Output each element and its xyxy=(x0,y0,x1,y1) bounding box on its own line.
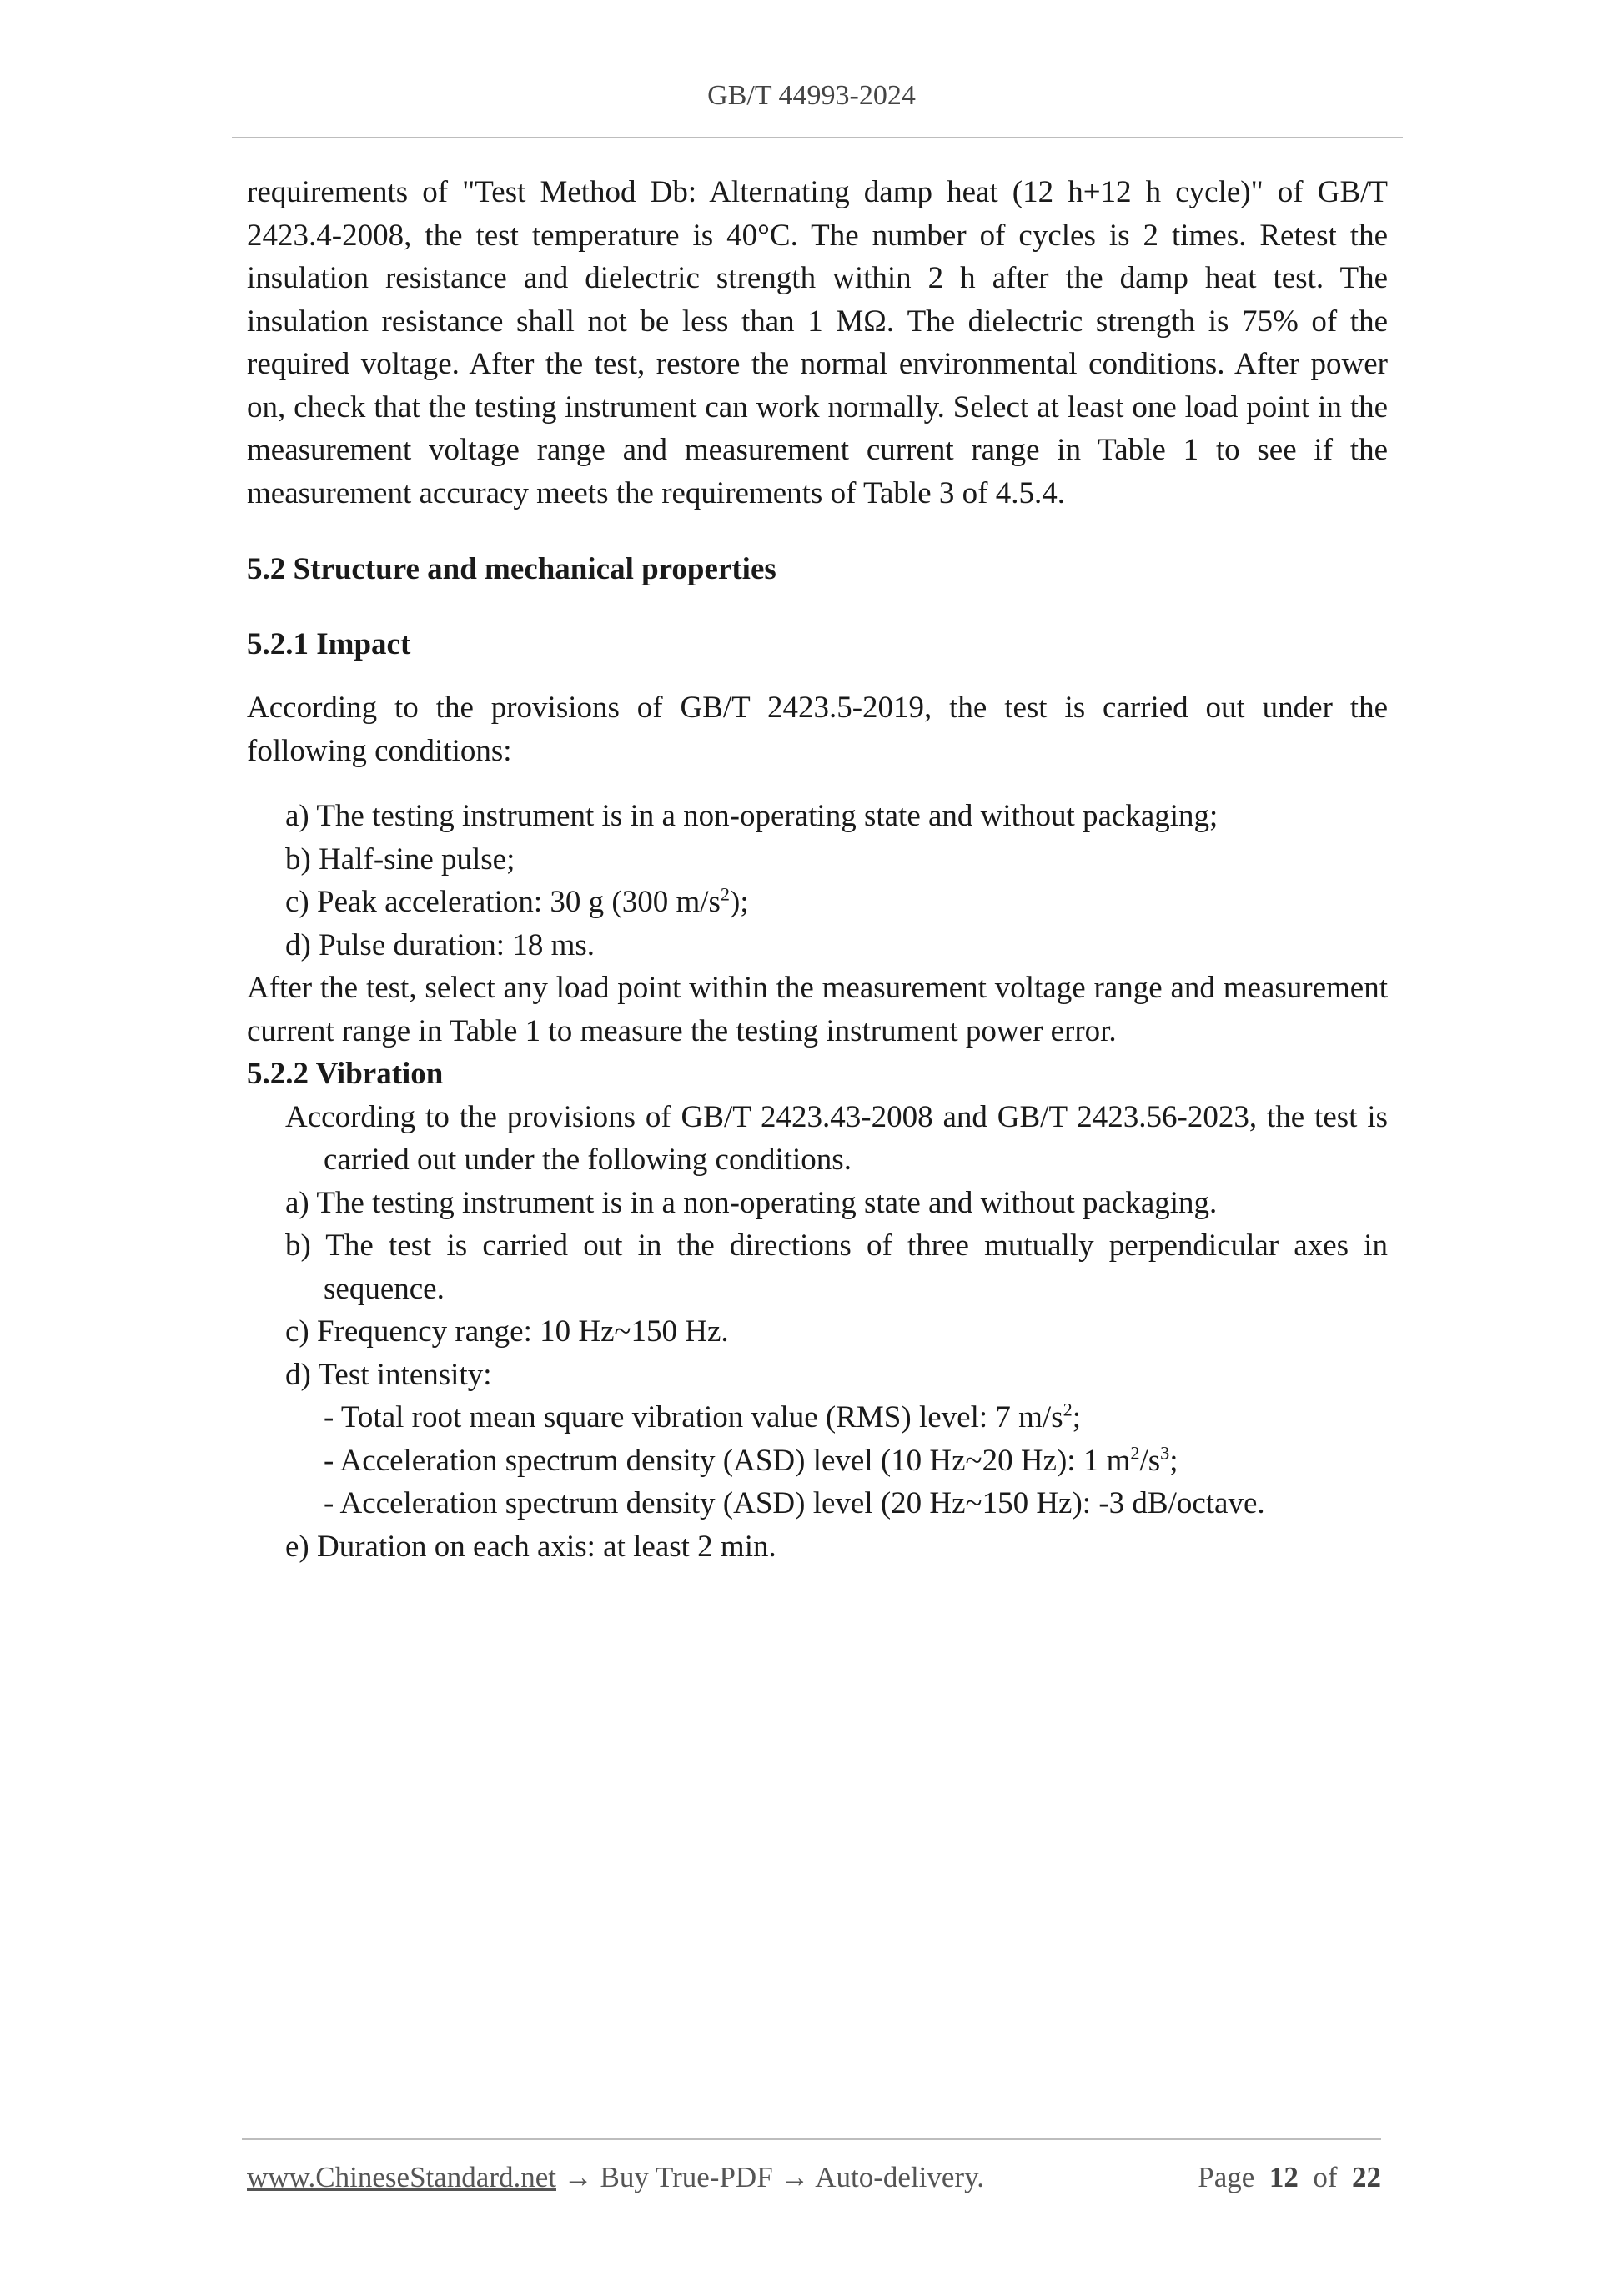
document-body xyxy=(247,171,1388,1568)
vibration-item-c: c) Frequency range: 10 Hz~150 Hz. xyxy=(285,1314,729,1349)
vibration-item-e: e) Duration on each axis: at least 2 min. xyxy=(285,1529,776,1564)
arrow-icon: → xyxy=(556,2161,600,2193)
vibration-item-a: a) The testing instrument is in a non-operating state and without packaging. xyxy=(285,1185,1218,1220)
section-heading-5-2-1: 5.2.1 Impact xyxy=(247,626,411,661)
vibration-rms-level: - Total root mean square vibration value (RMS) level: 7 $m/s^2$; xyxy=(324,1399,1081,1434)
header-divider xyxy=(232,137,1403,138)
arrow-icon: → xyxy=(772,2161,816,2193)
impact-item-d: d) Pulse duration: 18 ms. xyxy=(285,927,595,962)
total-pages: 22 xyxy=(1352,2161,1381,2193)
page-number: Page 12 of 22 xyxy=(1198,2161,1381,2193)
section-heading-5-2-2: 5.2.2 Vibration xyxy=(247,1057,444,1091)
impact-item-b: b) Half-sine pulse; xyxy=(285,842,515,877)
impact-after-paragraph: After the test, select any load point within the measurement voltage range and measurement current range in Table 1 to measure the testing instrument power error. xyxy=(247,971,1388,1048)
vibration-asd-level-high: - Acceleration spectrum density (ASD) level (20 Hz~150 Hz): -3 dB/octave. xyxy=(324,1486,1265,1520)
footer-promo xyxy=(247,2161,984,2194)
intro-paragraph: requirements of "Test Method Db: Alternating damp heat (12 h+12 h cycle)" of GB/T 2423.4-2008, the test temperature is 40°C. The number of cycles is 2 times. Retest the insulation resistance and dielectric strength within 2 h after the damp heat test. The insulation resistance shall not be less than 1 MΩ. The dielectric strength is 75% of the required voltage. After the test, restore the normal environmental conditions. After power on, check that the testing instrument can work normally. Select at least one load point in the measurement voltage range and measurement current range in Table 1 to see if the measurement accuracy meets the requirements of Table 3 of 4.5.4. xyxy=(247,175,1388,510)
footer-divider xyxy=(242,2138,1381,2140)
vibration-item-d: d) Test intensity: xyxy=(285,1357,492,1392)
impact-item-a: a) The testing instrument is in a non-operating state and without packaging; xyxy=(285,799,1219,833)
vibration-asd-level-low: - Acceleration spectrum density (ASD) level (10 Hz~20 Hz): 1 $m^2/s^3$; xyxy=(324,1442,1178,1478)
website-link[interactable]: www.ChineseStandard.net xyxy=(247,2161,556,2193)
page-header: GB/T 44993-2024 xyxy=(707,80,916,111)
impact-item-c: c) Peak acceleration: 30 g (300 $m/s^2$); xyxy=(285,883,749,919)
auto-delivery-text: Auto-delivery. xyxy=(815,2161,985,2193)
buy-pdf-text: Buy True-PDF xyxy=(600,2161,773,2193)
section-heading-5-2: 5.2 Structure and mechanical properties xyxy=(247,552,776,586)
current-page: 12 xyxy=(1269,2161,1299,2193)
vibration-item-b: b) The test is carried out in the directions of three mutually perpendicular axes in sequence. xyxy=(285,1228,1388,1306)
vibration-intro-paragraph: According to the provisions of GB/T 2423.43-2008 and GB/T 2423.56-2023, the test is carried out under the following conditions. xyxy=(285,1099,1388,1177)
impact-intro-paragraph: According to the provisions of GB/T 2423.5-2019, the test is carried out under the following conditions: xyxy=(247,691,1388,768)
